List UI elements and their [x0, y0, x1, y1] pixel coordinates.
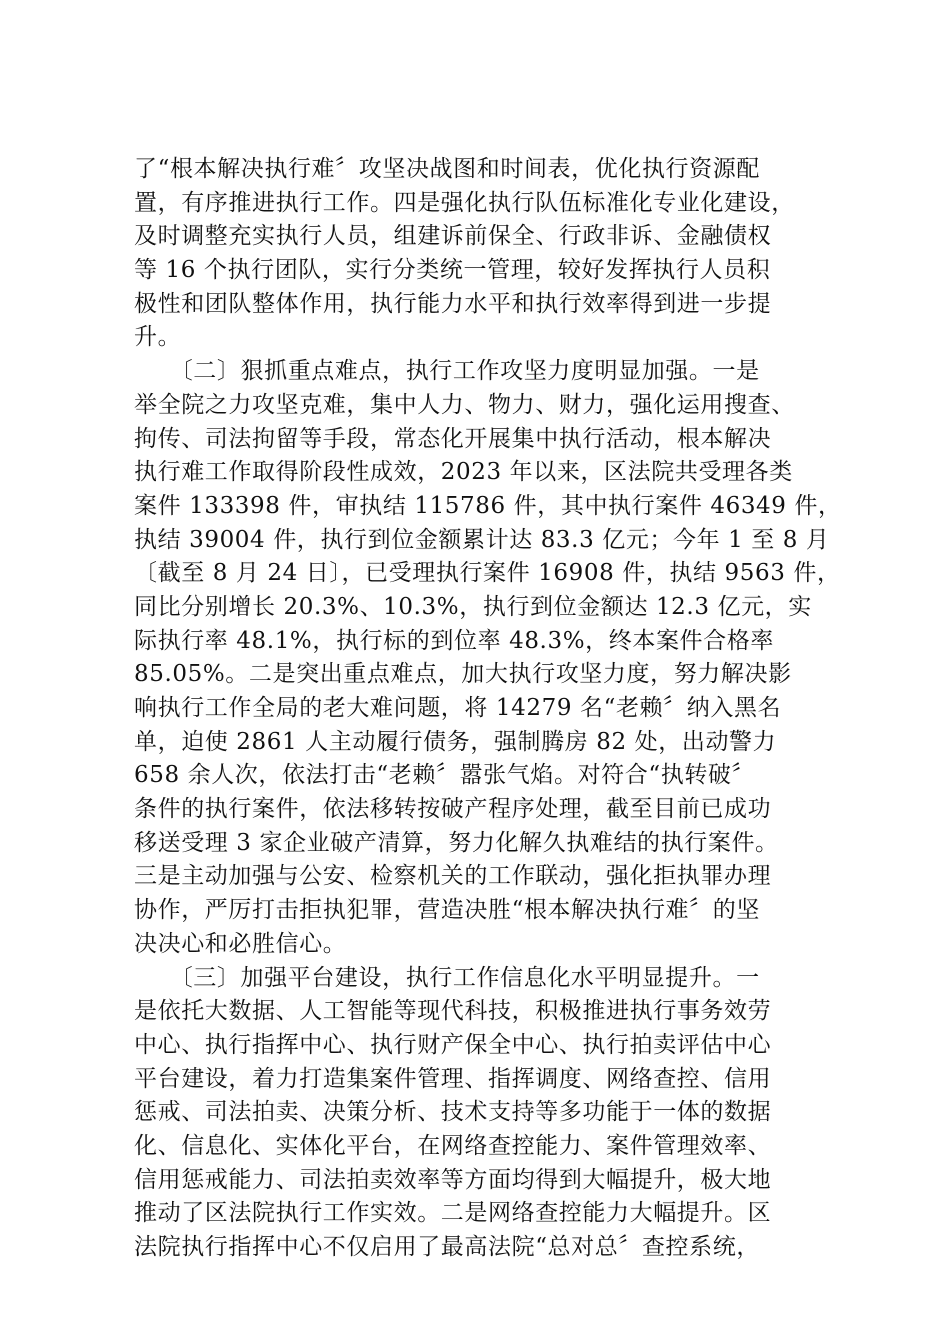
text-line: 是依托大数据、人工智能等现代科技，积极推进执行事务效劳 — [134, 998, 772, 1025]
text-line: 升。 — [134, 324, 182, 351]
text-line: 执结 39004 件，执行到位金额累计达 83.3 亿元；今年 1 至 8 月 — [134, 526, 830, 553]
text-line: 等 16 个执行团队，实行分类统一管理，较好发挥执行人员积 — [134, 257, 771, 284]
section-heading-line: 〔三〕加强平台建设，执行工作信息化水平明显提升。一 — [134, 964, 760, 991]
section-heading-line: 〔二〕狠抓重点难点，执行工作攻坚力度明显加强。一是 — [134, 358, 760, 385]
text-line: 了“根本解决执行难〞攻坚决战图和时间表，优化执行资源配 — [134, 156, 760, 182]
text-line: 置，有序推进执行工作。四是强化执行队伍标准化专业化建设， — [134, 189, 795, 216]
text-line: 同比分别增长 20.3%、10.3%，执行到位金额达 12.3 亿元，实 — [134, 593, 812, 620]
text-line: 协作，严厉打击拒执犯罪，营造决胜“根本解决执行难〞的坚 — [134, 897, 760, 924]
text-line: 三是主动加强与公安、检察机关的工作联动，强化拒执罪办理 — [134, 863, 772, 890]
text-line: 85.05%。二是突出重点难点，加大执行攻坚力度，努力解决影 — [134, 661, 792, 688]
text-line: 极性和团队整体作用，执行能力水平和执行效率得到进一步提 — [134, 290, 772, 317]
text-line: 平台建设，着力打造集案件管理、指挥调度、网络查控、信用 — [134, 1065, 772, 1092]
text-line: 执行难工作取得阶段性成效，2023 年以来，区法院共受理各类 — [134, 459, 793, 486]
text-line: 响执行工作全局的老大难问题，将 14279 名“老赖〞纳入黑名 — [134, 695, 782, 721]
text-line: 658 余人次，依法打击“老赖〞嚣张气焰。对符合“执转破〞 — [134, 762, 756, 789]
document-body — [134, 153, 842, 1265]
text-line: 及时调整充实执行人员，组建诉前保全、行政非诉、金融债权 — [134, 223, 772, 250]
text-line: 信用惩戒能力、司法拍卖效率等方面均得到大幅提升，极大地 — [134, 1166, 772, 1193]
text-line: 案件 133398 件，审执结 115786 件，其中执行案件 46349 件， — [134, 492, 842, 519]
text-line: 化、信息化、实体化平台，在网络查控能力、案件管理效率、 — [134, 1132, 772, 1159]
text-line: 决决心和必胜信心。 — [134, 930, 347, 957]
text-line: 〔截至 8 月 24 日〕，已受理执行案件 16908 件，执结 9563 件， — [134, 560, 841, 587]
text-line: 举全院之力攻坚克难，集中人力、物力、财力，强化运用搜查、 — [134, 391, 795, 418]
text-line: 移送受理 3 家企业破产清算，努力化解久执难结的执行案件。 — [134, 829, 779, 856]
text-line: 法院执行指挥中心不仅启用了最高法院“总对总〞查控系统， — [134, 1234, 760, 1260]
text-line: 条件的执行案件，依法移转按破产程序处理，截至目前已成功 — [134, 796, 772, 823]
text-line: 推动了区法院执行工作实效。二是网络查控能力大幅提升。区 — [134, 1200, 772, 1227]
text-line: 惩戒、司法拍卖、决策分析、技术支持等多功能于一体的数据 — [134, 1099, 772, 1126]
text-line: 单，迫使 2861 人主动履行债务，强制腾房 82 处，出动警力 — [134, 728, 777, 755]
text-line: 际执行率 48.1%，执行标的到位率 48.3%，终本案件合格率 — [134, 627, 774, 654]
text-line: 中心、执行指挥中心、执行财产保全中心、执行拍卖评估中心 — [134, 1031, 772, 1058]
text-line: 拘传、司法拘留等手段，常态化开展集中执行活动，根本解决 — [134, 425, 772, 452]
